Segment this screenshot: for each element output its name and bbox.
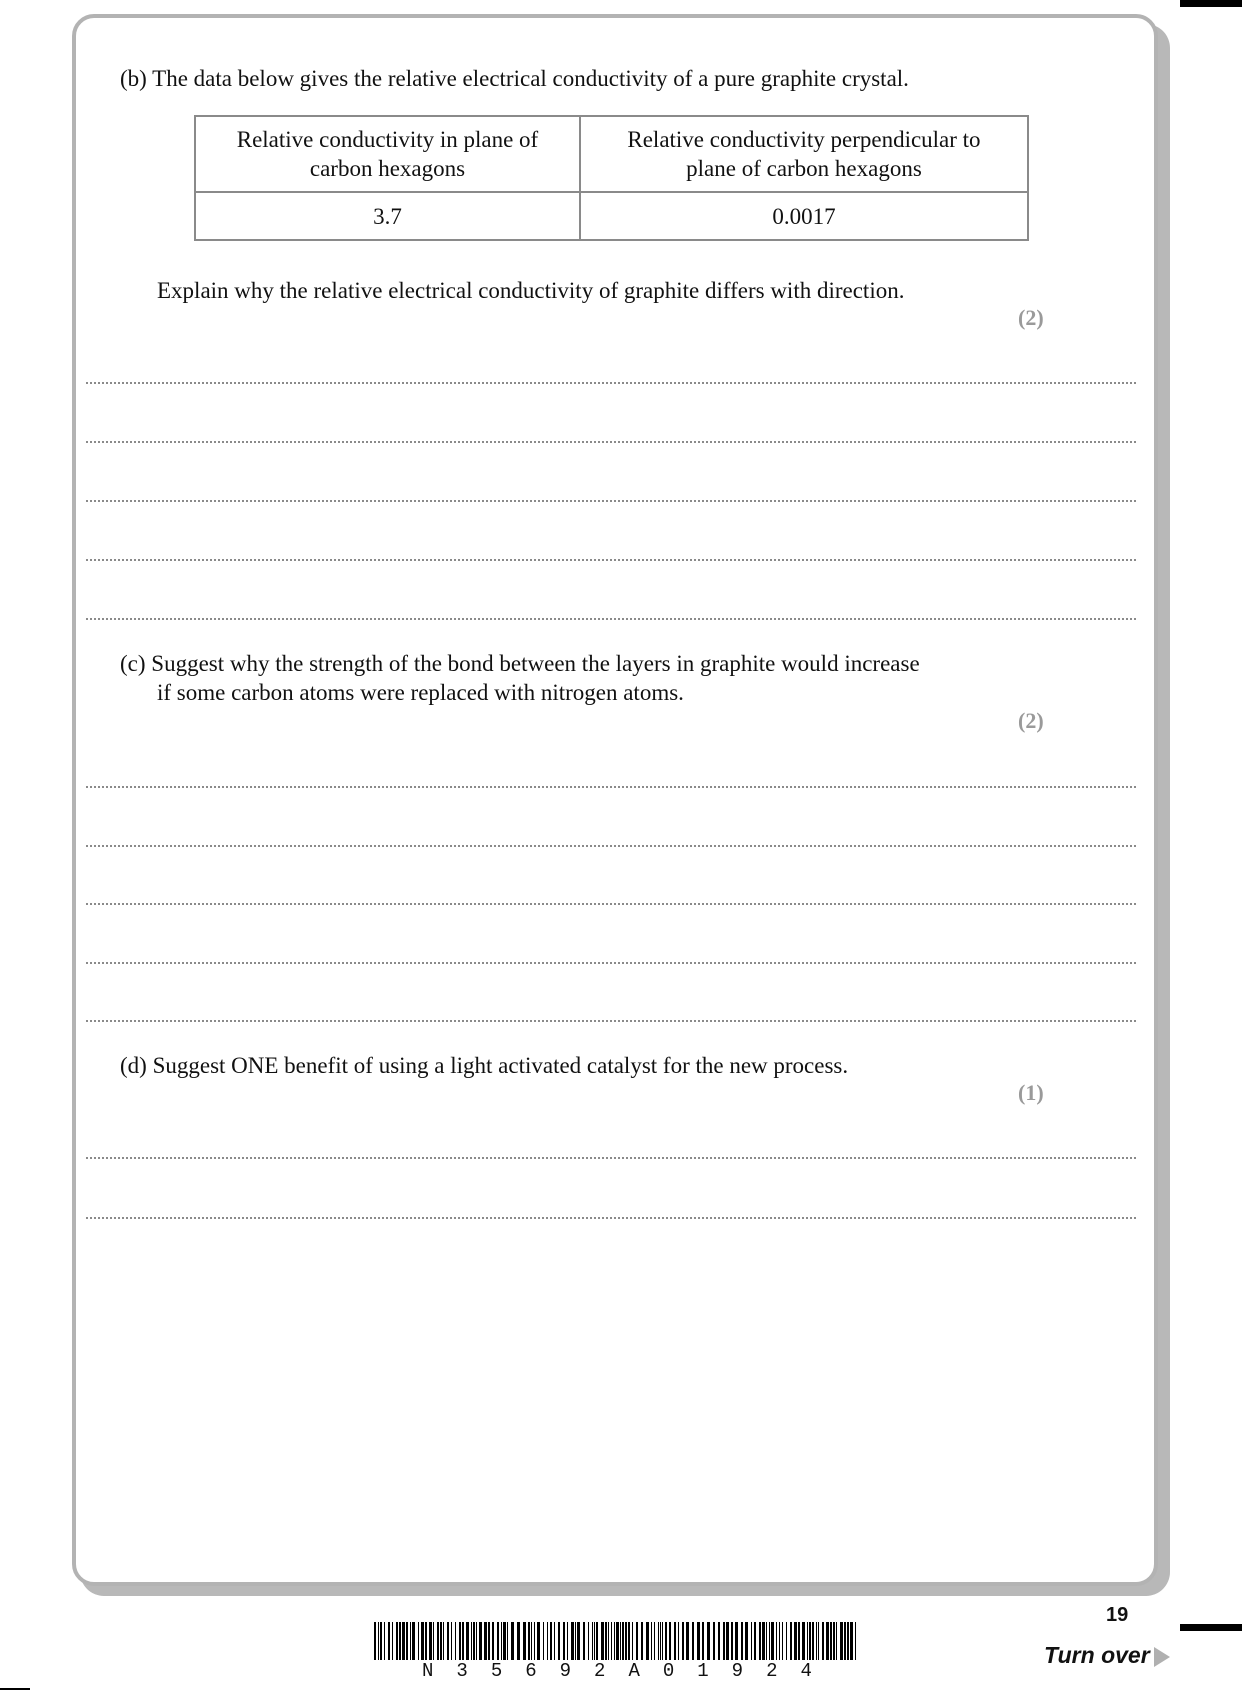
barcode-bar: [443, 1622, 444, 1660]
barcode-bar: [459, 1622, 461, 1660]
barcode-bar: [433, 1622, 434, 1660]
turn-over-label: Turn over: [1044, 1642, 1150, 1668]
barcode-bar: [735, 1622, 738, 1660]
barcode-bar: [840, 1622, 843, 1660]
part-c-line1: (c) Suggest why the strength of the bond between the layers in graphite would increase: [120, 651, 920, 676]
barcode-bar: [844, 1622, 846, 1660]
barcode-bar: [759, 1622, 761, 1660]
barcode-bar: [651, 1622, 652, 1660]
barcode-bar: [686, 1622, 689, 1660]
barcode-bar: [723, 1622, 725, 1660]
registration-mark-top: [1180, 0, 1242, 7]
barcode-bar: [592, 1622, 593, 1660]
barcode-bar: [550, 1622, 552, 1660]
barcode-bar: [812, 1622, 814, 1660]
barcode-bar: [779, 1622, 780, 1660]
value-perpendicular: 0.0017: [580, 192, 1028, 240]
barcode-char: A: [628, 1660, 640, 1682]
barcode-bar: [726, 1622, 729, 1660]
barcode-bar: [388, 1622, 390, 1660]
barcode-bar: [511, 1622, 514, 1660]
barcode-bar: [692, 1622, 694, 1660]
barcode-bar: [484, 1622, 487, 1660]
barcode-bar: [392, 1622, 393, 1660]
barcode-digits: [374, 1660, 860, 1682]
barcode-char: 9: [731, 1660, 744, 1682]
barcode-bar: [429, 1622, 432, 1660]
barcode-bar: [554, 1622, 555, 1660]
barcode-bar: [451, 1622, 452, 1660]
barcode-bar: [523, 1622, 526, 1660]
barcode-bar: [517, 1622, 520, 1660]
answer-line[interactable]: [86, 618, 1136, 620]
barcode-bar: [713, 1622, 715, 1660]
barcode-bar: [782, 1622, 783, 1660]
barcode-bar: [567, 1622, 568, 1660]
part-c-marks: (2): [1018, 708, 1044, 733]
answer-line[interactable]: [86, 382, 1136, 384]
barcode-char: 0: [662, 1660, 675, 1682]
barcode-bar: [622, 1622, 624, 1660]
part-b-question: Explain why the relative electrical conductivity of graphite differs with direction.: [157, 278, 905, 303]
answer-line[interactable]: [86, 559, 1136, 561]
barcode-bar: [786, 1622, 787, 1660]
barcode-bar: [836, 1622, 837, 1660]
barcode-bar: [769, 1622, 770, 1660]
barcode-bar: [802, 1622, 805, 1660]
barcode-bar: [507, 1622, 508, 1660]
barcode-bar: [809, 1622, 811, 1660]
barcode-bar: [850, 1622, 853, 1660]
answer-line[interactable]: [86, 1157, 1136, 1159]
barcode-bar: [669, 1622, 671, 1660]
barcode-bar: [547, 1622, 548, 1660]
barcode-bar: [596, 1622, 598, 1660]
barcode-bar: [754, 1622, 756, 1660]
barcode-bar: [537, 1622, 540, 1660]
barcode-bar: [616, 1622, 619, 1660]
conductivity-table: [194, 115, 1029, 241]
barcode-bar: [707, 1622, 710, 1660]
barcode-bar: [822, 1622, 824, 1660]
barcode-bar: [614, 1622, 615, 1660]
barcode-bar: [762, 1622, 765, 1660]
barcode-bar: [697, 1622, 700, 1660]
barcode-bar: [830, 1622, 832, 1660]
barcode-bar: [466, 1622, 469, 1660]
barcode-bar: [628, 1622, 630, 1660]
answer-line[interactable]: [86, 441, 1136, 443]
barcode-char: 4: [800, 1660, 812, 1682]
barcode-bar: [818, 1622, 819, 1660]
barcode-bar: [620, 1622, 621, 1660]
barcode-bar: [611, 1622, 612, 1660]
barcode-bar: [751, 1622, 752, 1660]
answer-line[interactable]: [86, 903, 1136, 905]
barcode-char: 2: [594, 1660, 606, 1682]
barcode-bar: [571, 1622, 574, 1660]
barcode-bar: [380, 1622, 382, 1660]
barcode-bar: [479, 1622, 482, 1660]
answer-line[interactable]: [86, 1217, 1136, 1219]
barcode-bar: [531, 1622, 532, 1660]
barcode-bar: [440, 1622, 442, 1660]
barcode-bar: [501, 1622, 502, 1660]
barcode-bar: [674, 1622, 676, 1660]
barcode-bar: [636, 1622, 638, 1660]
barcode-bar: [771, 1622, 774, 1660]
part-b-intro: (b) The data below gives the relative electrical conductivity of a pure graphite crystal.: [120, 66, 909, 91]
barcode: [374, 1622, 860, 1660]
barcode-bar: [374, 1622, 376, 1660]
barcode-bar: [410, 1622, 411, 1660]
barcode-bar: [847, 1622, 849, 1660]
answer-line[interactable]: [86, 500, 1136, 502]
barcode-bar: [425, 1622, 427, 1660]
barcode-bar: [660, 1622, 661, 1660]
barcode-bar: [476, 1622, 477, 1660]
barcode-bar: [575, 1622, 576, 1660]
barcode-bar: [816, 1622, 817, 1660]
part-d-marks: (1): [1018, 1080, 1044, 1105]
barcode-bar: [577, 1622, 580, 1660]
barcode-char: 2: [766, 1660, 778, 1682]
barcode-bar: [396, 1622, 398, 1660]
barcode-bar: [605, 1622, 607, 1660]
barcode-bar: [563, 1622, 565, 1660]
barcode-char: 6: [525, 1660, 537, 1682]
barcode-bar: [776, 1622, 777, 1660]
part-c-line2: if some carbon atoms were replaced with nitrogen atoms.: [157, 680, 684, 705]
barcode-bar: [741, 1622, 743, 1660]
barcode-bar: [682, 1622, 684, 1660]
barcode-bar: [718, 1622, 720, 1660]
barcode-bar: [528, 1622, 530, 1660]
barcode-bar: [678, 1622, 679, 1660]
barcode-bar: [658, 1622, 659, 1660]
barcode-bar: [462, 1622, 464, 1660]
barcode-bar: [608, 1622, 609, 1660]
barcode-bar: [662, 1622, 663, 1660]
barcode-bar: [766, 1622, 767, 1660]
barcode-bar: [654, 1622, 655, 1660]
barcode-bar: [594, 1622, 595, 1660]
barcode-bar: [798, 1622, 800, 1660]
barcode-char: 5: [490, 1660, 503, 1682]
barcode-bar: [833, 1622, 835, 1660]
registration-mark-left: [0, 1688, 30, 1690]
barcode-bar: [632, 1622, 633, 1660]
barcode-bar: [447, 1622, 449, 1660]
turn-over-arrow-icon: [1154, 1647, 1170, 1667]
registration-mark-bottom: [1180, 1624, 1242, 1631]
page-number: 19: [1106, 1604, 1129, 1626]
barcode-bar: [731, 1622, 733, 1660]
barcode-bar: [588, 1622, 589, 1660]
barcode-char: N: [422, 1660, 434, 1682]
barcode-bar: [455, 1622, 456, 1660]
barcode-bar: [503, 1622, 506, 1660]
barcode-bar: [794, 1622, 797, 1660]
barcode-bar: [807, 1622, 808, 1660]
barcode-bar: [492, 1622, 494, 1660]
barcode-bar: [702, 1622, 704, 1660]
barcode-char: 3: [456, 1660, 468, 1682]
barcode-bar: [497, 1622, 499, 1660]
answer-frame: [72, 14, 1158, 1586]
barcode-bar: [471, 1622, 472, 1660]
barcode-bar: [790, 1622, 792, 1660]
part-b-marks: (2): [1018, 305, 1044, 330]
barcode-bar: [601, 1622, 604, 1660]
barcode-bar: [826, 1622, 829, 1660]
barcode-bar: [384, 1622, 385, 1660]
barcode-bar: [558, 1622, 560, 1660]
barcode-bar: [855, 1622, 856, 1660]
barcode-bar: [745, 1622, 748, 1660]
barcode-bar: [418, 1622, 419, 1660]
barcode-bar: [488, 1622, 490, 1660]
barcode-bar: [399, 1622, 401, 1660]
value-in-plane: 3.7: [195, 192, 580, 240]
answer-line[interactable]: [86, 962, 1136, 964]
barcode-bar: [583, 1622, 585, 1660]
header-perpendicular: Relative conductivity perpendicular to plane of carbon hexagons: [580, 116, 1028, 192]
barcode-char: 1: [697, 1660, 709, 1682]
barcode-char: 9: [559, 1660, 572, 1682]
answer-line[interactable]: [86, 845, 1136, 847]
barcode-bar: [421, 1622, 424, 1660]
barcode-bar: [473, 1622, 475, 1660]
barcode-bar: [406, 1622, 408, 1660]
part-d-question: (d) Suggest ONE benefit of using a light activated catalyst for the new process.: [120, 1053, 849, 1078]
barcode-bar: [412, 1622, 415, 1660]
barcode-bar: [402, 1622, 405, 1660]
barcode-bar: [625, 1622, 627, 1660]
barcode-bar: [641, 1622, 643, 1660]
answer-line[interactable]: [86, 1020, 1136, 1022]
barcode-bar: [646, 1622, 649, 1660]
barcode-bar: [665, 1622, 667, 1660]
barcode-bar: [534, 1622, 535, 1660]
barcode-bar: [378, 1622, 379, 1660]
barcode-bar: [543, 1622, 544, 1660]
header-in-plane: Relative conductivity in plane of carbon hexagons: [195, 116, 580, 192]
answer-line[interactable]: [86, 786, 1136, 788]
barcode-bar: [437, 1622, 439, 1660]
